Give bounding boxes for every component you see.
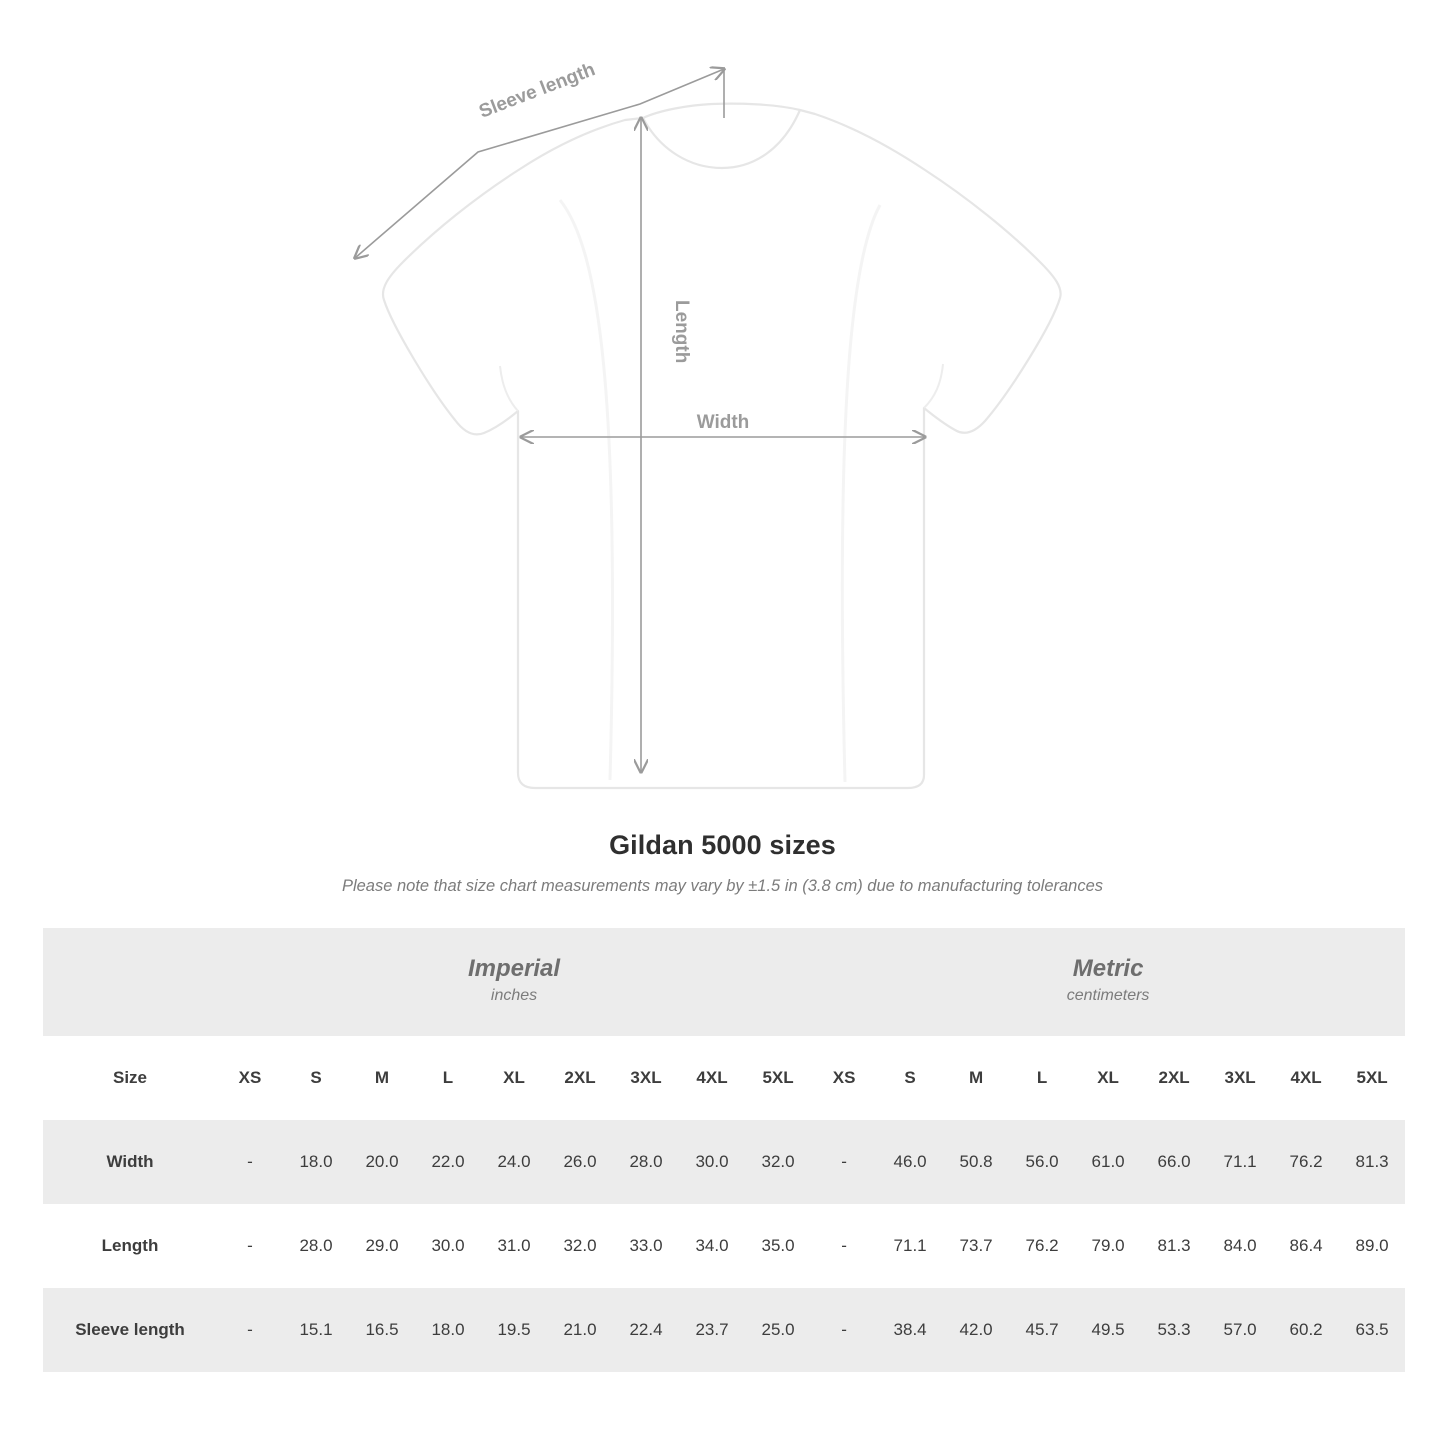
unit-spacer-cell — [43, 928, 217, 1036]
cell-sleeve-imperial-xs: - — [217, 1288, 283, 1372]
size-header-label: Size — [43, 1036, 217, 1120]
table-row — [43, 1204, 1405, 1288]
col-header-imperial-xs: XS — [217, 1036, 283, 1120]
cell-width-imperial-m: 20.0 — [349, 1120, 415, 1204]
unit-imperial-sub: inches — [490, 987, 538, 1004]
cell-width-metric-xs: - — [811, 1120, 877, 1204]
cell-width-imperial-s: 18.0 — [283, 1120, 349, 1204]
cell-sleeve-metric-4xl: 60.2 — [1273, 1288, 1339, 1372]
table-row — [43, 1288, 1405, 1372]
cell-sleeve-imperial-2xl: 21.0 — [547, 1288, 613, 1372]
cell-length-metric-m: 73.7 — [943, 1204, 1009, 1288]
size-table — [43, 928, 1405, 1372]
col-header-imperial-m: M — [349, 1036, 415, 1120]
cell-length-metric-xl: 79.0 — [1075, 1204, 1141, 1288]
cell-sleeve-imperial-4xl: 23.7 — [679, 1288, 745, 1372]
size-table-container — [0, 928, 1445, 1372]
cell-sleeve-metric-xs: - — [811, 1288, 877, 1372]
col-header-metric-2xl: 2XL — [1141, 1036, 1207, 1120]
col-header-metric-l: L — [1009, 1036, 1075, 1120]
width-label: Width — [696, 412, 750, 433]
cell-sleeve-imperial-l: 18.0 — [415, 1288, 481, 1372]
page-title: Gildan 5000 sizes — [609, 830, 836, 860]
unit-header-row — [43, 928, 1405, 1036]
cell-width-metric-l: 56.0 — [1009, 1120, 1075, 1204]
cell-width-imperial-4xl: 30.0 — [679, 1120, 745, 1204]
cell-sleeve-imperial-m: 16.5 — [349, 1288, 415, 1372]
unit-imperial-name: Imperial — [468, 955, 561, 983]
cell-sleeve-imperial-5xl: 25.0 — [745, 1288, 811, 1372]
col-header-imperial-2xl: 2XL — [547, 1036, 613, 1120]
table-row — [43, 1120, 1405, 1204]
cell-width-imperial-xl: 24.0 — [481, 1120, 547, 1204]
col-header-metric-m: M — [943, 1036, 1009, 1120]
cell-length-imperial-2xl: 32.0 — [547, 1204, 613, 1288]
cell-width-metric-5xl: 81.3 — [1339, 1120, 1405, 1204]
cell-width-imperial-2xl: 26.0 — [547, 1120, 613, 1204]
col-header-metric-xl: XL — [1075, 1036, 1141, 1120]
cell-sleeve-metric-l: 45.7 — [1009, 1288, 1075, 1372]
row-label-length: Length — [43, 1204, 217, 1288]
cell-sleeve-metric-s: 38.4 — [877, 1288, 943, 1372]
unit-metric-name: Metric — [1072, 955, 1144, 983]
cell-length-metric-2xl: 81.3 — [1141, 1204, 1207, 1288]
length-label: Length — [671, 300, 692, 364]
row-label-width: Width — [43, 1120, 217, 1204]
cell-width-metric-4xl: 76.2 — [1273, 1120, 1339, 1204]
col-header-metric-3xl: 3XL — [1207, 1036, 1273, 1120]
unit-imperial-cell — [217, 928, 811, 1036]
col-header-imperial-3xl: 3XL — [613, 1036, 679, 1120]
cell-length-metric-s: 71.1 — [877, 1204, 943, 1288]
unit-metric-sub: centimeters — [1066, 987, 1150, 1004]
sleeve-length-label: Sleeve length — [476, 59, 599, 123]
cell-sleeve-imperial-xl: 19.5 — [481, 1288, 547, 1372]
cell-sleeve-metric-5xl: 63.5 — [1339, 1288, 1405, 1372]
cell-sleeve-imperial-3xl: 22.4 — [613, 1288, 679, 1372]
cell-length-imperial-3xl: 33.0 — [613, 1204, 679, 1288]
cell-width-imperial-l: 22.0 — [415, 1120, 481, 1204]
cell-length-imperial-xl: 31.0 — [481, 1204, 547, 1288]
cell-length-metric-xs: - — [811, 1204, 877, 1288]
cell-sleeve-metric-m: 42.0 — [943, 1288, 1009, 1372]
cell-length-imperial-m: 29.0 — [349, 1204, 415, 1288]
col-header-imperial-xl: XL — [481, 1036, 547, 1120]
col-header-metric-s: S — [877, 1036, 943, 1120]
col-header-imperial-s: S — [283, 1036, 349, 1120]
col-header-imperial-4xl: 4XL — [679, 1036, 745, 1120]
cell-width-imperial-3xl: 28.0 — [613, 1120, 679, 1204]
cell-length-metric-3xl: 84.0 — [1207, 1204, 1273, 1288]
cell-sleeve-metric-2xl: 53.3 — [1141, 1288, 1207, 1372]
cell-width-metric-s: 46.0 — [877, 1120, 943, 1204]
cell-length-metric-4xl: 86.4 — [1273, 1204, 1339, 1288]
cell-length-imperial-l: 30.0 — [415, 1204, 481, 1288]
unit-metric-cell — [811, 928, 1405, 1036]
col-header-metric-4xl: 4XL — [1273, 1036, 1339, 1120]
cell-sleeve-metric-3xl: 57.0 — [1207, 1288, 1273, 1372]
size-header-row — [43, 1036, 1405, 1120]
col-header-imperial-5xl: 5XL — [745, 1036, 811, 1120]
cell-length-imperial-s: 28.0 — [283, 1204, 349, 1288]
cell-width-imperial-5xl: 32.0 — [745, 1120, 811, 1204]
cell-length-imperial-4xl: 34.0 — [679, 1204, 745, 1288]
cell-length-imperial-5xl: 35.0 — [745, 1204, 811, 1288]
tshirt-shape — [383, 104, 1061, 788]
cell-width-imperial-xs: - — [217, 1120, 283, 1204]
cell-width-metric-m: 50.8 — [943, 1120, 1009, 1204]
col-header-imperial-l: L — [415, 1036, 481, 1120]
cell-sleeve-imperial-s: 15.1 — [283, 1288, 349, 1372]
tolerance-note: Please note that size chart measurements may vary by ±1.5 in (3.8 cm) due to manufacturing tolerances — [341, 877, 1104, 895]
cell-length-imperial-xs: - — [217, 1204, 283, 1288]
cell-length-metric-5xl: 89.0 — [1339, 1204, 1405, 1288]
row-label-sleeve-length: Sleeve length — [43, 1288, 217, 1372]
cell-width-metric-xl: 61.0 — [1075, 1120, 1141, 1204]
cell-width-metric-3xl: 71.1 — [1207, 1120, 1273, 1204]
cell-width-metric-2xl: 66.0 — [1141, 1120, 1207, 1204]
cell-length-metric-l: 76.2 — [1009, 1204, 1075, 1288]
col-header-metric-xs: XS — [811, 1036, 877, 1120]
col-header-metric-5xl: 5XL — [1339, 1036, 1405, 1120]
cell-sleeve-metric-xl: 49.5 — [1075, 1288, 1141, 1372]
